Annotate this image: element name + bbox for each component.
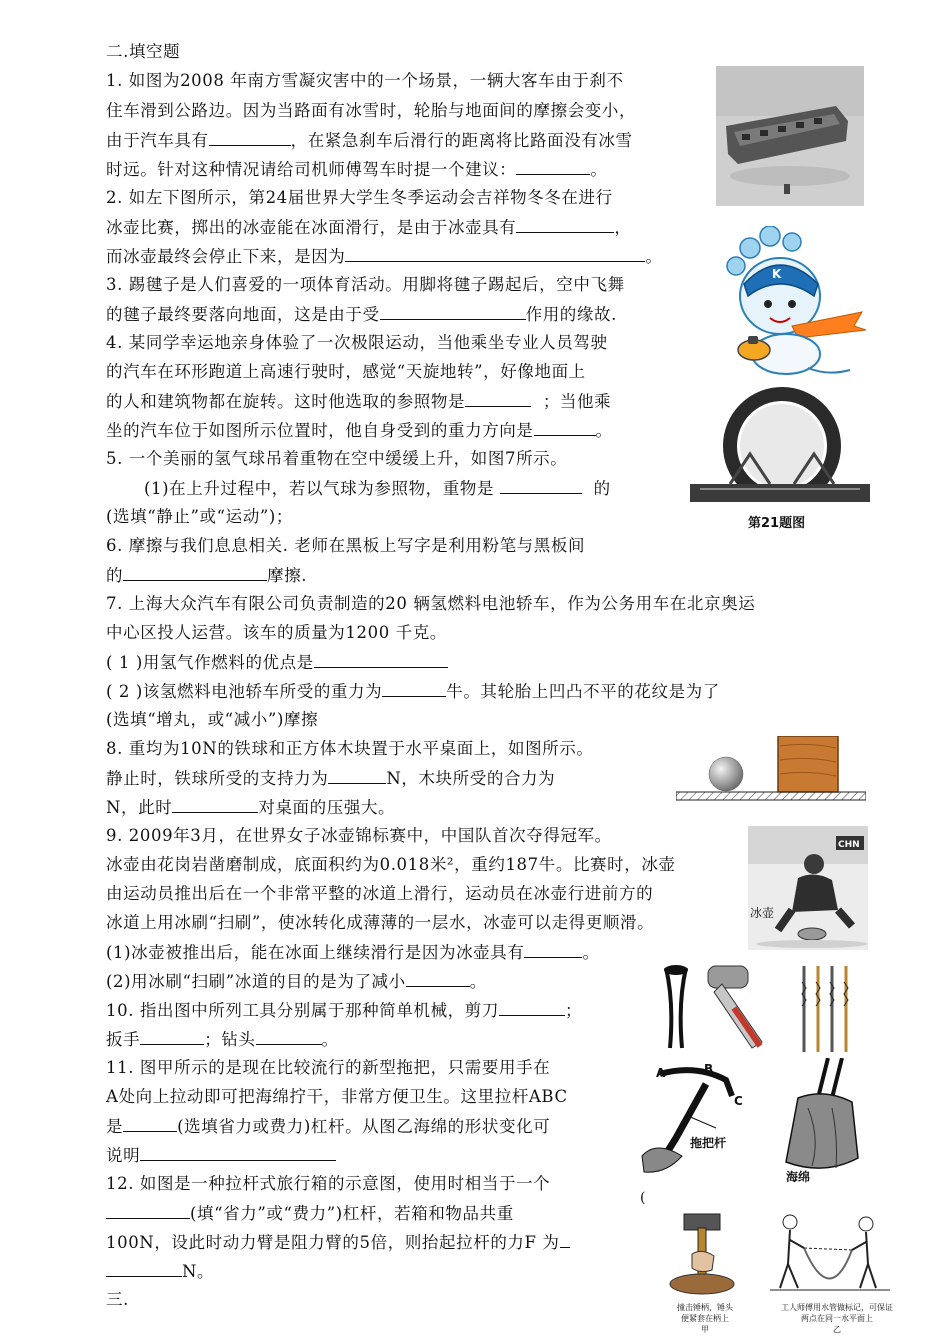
answer-blank[interactable] bbox=[345, 245, 645, 262]
answer-blank[interactable] bbox=[123, 1115, 177, 1132]
q10-line2: 扳手 ；钻头 。 bbox=[106, 1030, 339, 1049]
answer-blank[interactable] bbox=[256, 1028, 322, 1045]
q9-line1: 9. 2009年3月，在世界女子冰壶锦标赛中，中国队首次夺得冠军。 bbox=[106, 826, 612, 845]
section-heading-fill: 二.填空题 bbox=[106, 42, 181, 61]
workers-caption: 工人师傅用水管做标记，可保证 两点在同一水平面上 乙 bbox=[781, 1303, 893, 1334]
q6-line1: 6. 摩擦与我们息息相关. 老师在黑板上写字是利用粉笔与黑板间 bbox=[106, 536, 586, 555]
q11-line1: 11. 图甲所示的是现在比较流行的新型拖把，只需要用手在 bbox=[106, 1058, 551, 1077]
mop-sponge-label: 海绵 bbox=[786, 1170, 811, 1184]
loop-figure-caption: 第21题图 bbox=[748, 516, 806, 531]
q7-line2: 中心区投人运营。该车的质量为1200 千克。 bbox=[106, 623, 447, 642]
answer-blank[interactable] bbox=[524, 941, 582, 958]
q7-line4: ( 2 )该氢燃料电池轿车所受的重力为 牛。其轮胎上凹凸不平的花纹是为了 bbox=[106, 682, 720, 701]
q1-line2: 住车滑到公路边。因为当路面有冰雪时，轮胎与地面间的摩擦会变小， bbox=[106, 101, 637, 120]
mop-figure-b bbox=[768, 1058, 868, 1182]
q9-line6: (2)用冰刷“扫刷”冰道的目的是为了减小 。 bbox=[106, 972, 487, 991]
svg-text:CHN: CHN bbox=[838, 840, 860, 850]
mop-label-c: C bbox=[734, 1094, 743, 1108]
q4-line2: 的汽车在环形跑道上高速行驶时，感觉“天旋地转”，好像地面上 bbox=[106, 362, 586, 381]
answer-blank[interactable] bbox=[516, 158, 590, 175]
q9-line5: (1)冰壶被推出后，能在冰面上继续滑行是因为冰壶具有 。 bbox=[106, 943, 600, 962]
q12-line1: 12. 如图是一种拉杆式旅行箱的示意图，使用时相当于一个 bbox=[106, 1174, 551, 1193]
q12-line2: (填“省力”或“费力”)杠杆，若箱和物品共重 bbox=[106, 1202, 514, 1225]
answer-blank[interactable] bbox=[172, 796, 258, 813]
q11-line2: A处向上拉动即可把海绵拧干，非常方便卫生。这里拉杆ABC bbox=[106, 1087, 568, 1106]
answer-blank[interactable] bbox=[328, 767, 386, 784]
workers-figure bbox=[770, 1208, 890, 1298]
answer-blank[interactable] bbox=[516, 216, 614, 233]
answer-blank[interactable] bbox=[209, 129, 291, 146]
q2-line2: 冰壶比赛，掷出的冰壶能在冰面滑行，是由于冰壶具有 ， bbox=[106, 218, 632, 237]
q11-line3: 是 (选填省力或费力)杠杆。从图乙海绵的形状变化可 bbox=[106, 1117, 551, 1136]
answer-blank[interactable] bbox=[314, 651, 448, 668]
curling-athlete-photo bbox=[748, 826, 868, 950]
answer-blank[interactable] bbox=[500, 477, 582, 494]
q1-line4: 时远。针对这种情况请给司机师傅驾车时提一个建议： 。 bbox=[106, 160, 608, 179]
mascot-curling-figure bbox=[722, 226, 872, 388]
loop-track-photo bbox=[690, 384, 870, 502]
q11-line4: 说明 bbox=[106, 1144, 336, 1167]
mop-label-b: B bbox=[704, 1062, 714, 1076]
q9-line4: 冰道上用冰刷“扫刷”，使冰转化成薄薄的一层水，冰壶可以走得更顺滑。 bbox=[106, 913, 655, 932]
q12-line3: 100N，设此时动力臂是阻力臂的5倍，则抬起拉杆的力F 为 bbox=[106, 1231, 570, 1254]
mop-rod-label: 拖把杆 bbox=[690, 1136, 727, 1150]
q1-line3: 由于汽车具有 ，在紧急刹车后滑行的距离将比路面没有冰雪 bbox=[106, 131, 633, 150]
q8-line2: 静止时，铁球所受的支持力为 N，木块所受的合力为 bbox=[106, 769, 556, 788]
bus-accident-photo bbox=[716, 66, 864, 206]
svg-text:K: K bbox=[772, 267, 782, 281]
hammer-caption: 撞击锤柄，锤头 便紧套在柄上 甲 bbox=[677, 1303, 733, 1334]
q1-line1: 1. 如图为2008 年南方雪凝灾害中的一个场景，一辆大客车由于刹不 bbox=[106, 71, 624, 90]
section-heading-three: 三. bbox=[106, 1290, 129, 1309]
curling-label: 冰壶 bbox=[750, 906, 775, 920]
q4-line1: 4. 某同学幸运地亲身体验了一次极限运动，当他乘坐专业人员驾驶 bbox=[106, 333, 608, 352]
answer-blank[interactable] bbox=[534, 419, 596, 436]
answer-blank[interactable] bbox=[106, 1260, 182, 1277]
q9-line3: 由运动员推出后在一个非常平整的冰道上滑行，运动员在冰壶行进前方的 bbox=[106, 884, 654, 903]
answer-blank[interactable] bbox=[106, 1202, 190, 1219]
ball-and-block-figure bbox=[676, 736, 866, 802]
q5-line3: (选填“静止”或“运动”)； bbox=[106, 507, 294, 526]
q7-line1: 7. 上海大众汽车有限公司负责制造的20 辆氢燃料电池轿车，作为公务用车在北京奥运 bbox=[106, 594, 756, 613]
q8-line3: N，此时 对桌面的压强大。 bbox=[106, 798, 396, 817]
q7-line5: (选填“增丸，或“减小”)摩擦 bbox=[106, 710, 319, 729]
answer-blank[interactable] bbox=[380, 303, 526, 320]
hammer-figure bbox=[662, 1208, 748, 1298]
q4-line4: 坐的汽车位于如图所示位置时，他自身受到的重力方向是 。 bbox=[106, 421, 613, 440]
tools-figure bbox=[656, 962, 862, 1056]
q9-line2: 冰壶由花岗岩凿磨制成，底面积约为0.018米²，重约187牛。比赛时，冰壶 bbox=[106, 855, 676, 874]
answer-blank[interactable] bbox=[560, 1231, 570, 1248]
q5-line2: (1)在上升过程中，若以气球为参照物，重物是 的 bbox=[144, 479, 611, 498]
mop-label-a: A bbox=[656, 1066, 666, 1080]
q2-line1: 2. 如左下图所示，第24届世界大学生冬季运动会吉祥物冬冬在进行 bbox=[106, 188, 613, 207]
figure-paren: ( bbox=[640, 1190, 646, 1206]
answer-blank[interactable] bbox=[140, 1144, 336, 1161]
answer-blank[interactable] bbox=[406, 970, 470, 987]
q2-line3: 而冰壶最终会停止下来，是因为 。 bbox=[106, 247, 663, 266]
q12-line4: N。 bbox=[106, 1260, 214, 1283]
answer-blank[interactable] bbox=[123, 564, 267, 581]
q3-line1: 3. 踢毽子是人们喜爱的一项体育活动。用脚将毽子踢起后，空中飞舞 bbox=[106, 275, 625, 294]
q5-line1: 5. 一个美丽的氢气球吊着重物在空中缓缓上升，如图7所示。 bbox=[106, 449, 568, 468]
answer-blank[interactable] bbox=[140, 1028, 204, 1045]
q10-line1: 10. 指出图中所列工具分别属于那种简单机械，剪刀 ； bbox=[106, 1001, 583, 1020]
answer-blank[interactable] bbox=[382, 680, 446, 697]
q4-line3: 的人和建筑物都在旋转。这时他选取的参照物是 ；当他乘 bbox=[106, 392, 612, 411]
mop-figure-a bbox=[636, 1060, 760, 1180]
q6-line2: 的 摩擦. bbox=[106, 566, 308, 585]
q3-line2: 的毽子最终要落向地面，这是由于受 作用的缘故. bbox=[106, 305, 617, 324]
q7-line3: ( 1 )用氢气作燃料的优点是 bbox=[106, 651, 448, 674]
answer-blank[interactable] bbox=[465, 390, 531, 407]
q8-line1: 8. 重均为10N的铁球和正方体木块置于水平桌面上，如图所示。 bbox=[106, 739, 594, 758]
answer-blank[interactable] bbox=[499, 999, 565, 1016]
